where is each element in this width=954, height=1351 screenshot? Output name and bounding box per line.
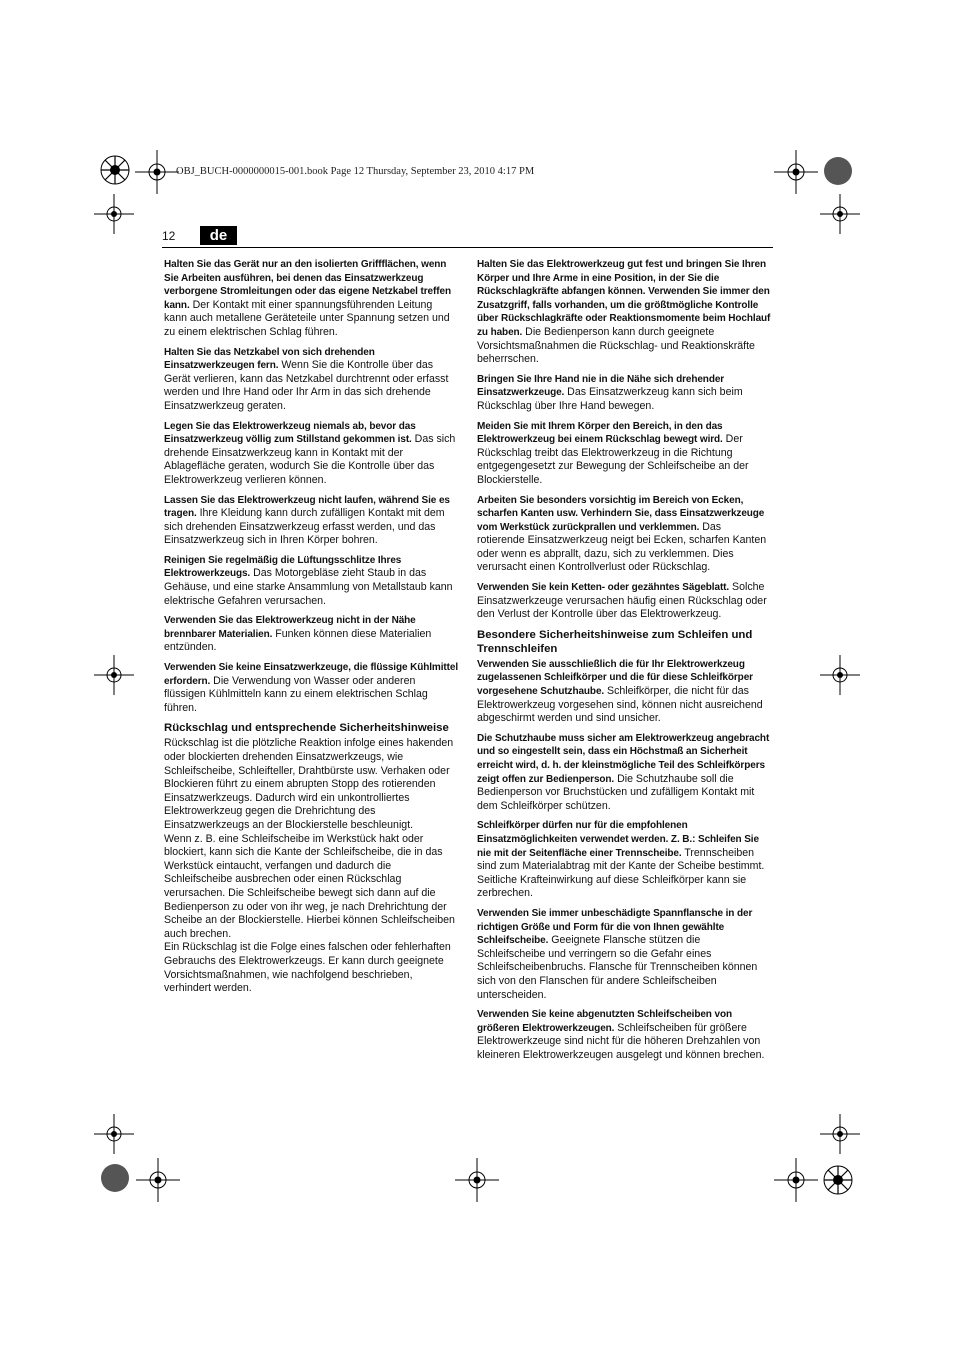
paragraph: Wenn z. B. eine Schleifscheibe im Werkstück hakt oder blockiert, kann sich die Kante der Schleifscheibe, die in das Werkstück eintaucht, verfangen und dadurch die Schleifscheibe ausbrechen oder einen Rückschlag verursachen. Die Schleifscheibe bewegt sich dann auf die Bedienperson zu oder von ihr weg, je nach Drehrichtung der Scheibe an der Blockierstelle. Hierbei können Schleifscheiben auch brechen. [164,832,455,940]
print-info: OBJ_BUCH-0000000015-001.book Page 12 Thursday, September 23, 2010 4:17 PM [176,166,535,177]
paragraph: Verwenden Sie kein Ketten- oder gezähntes Sägeblatt. Solche Einsatzwerkzeuge verursachen häufig einen Rückschlag oder den Verlust der Kontrolle über das Elektrowerkzeug. [477,581,767,621]
crosshair-mark-bottom-center [455,1158,499,1202]
crosshair-mark-top-right-inner [774,150,818,194]
crosshair-mark-top-left-inner [135,150,179,194]
crosshair-mark-mid-left [94,655,134,695]
crosshair-mark-bottom-left-outer [94,1114,134,1154]
paragraph: Die Schutzhaube muss sicher am Elektrowerkzeug angebracht und so eingestellt sein, dass ein Höchstmaß an Sicherheit erreicht wird, d. h. der kleinstmögliche Teil des Schleifkörpers zeigt offen zur Bedienperson. Die Schutzhaube soll die Bedienperson vor Bruchstücken und zufälligem Kontakt mit dem Schleifkörper schützen. [477,732,770,812]
section-heading: Besondere Sicherheitshinweise zum Schleifen und Trennschleifen [477,628,753,655]
paragraph: Verwenden Sie das Elektrowerkzeug nicht in der Nähe brennbarer Materialien. Funken können diese Materialien entzünden. [164,615,432,654]
crosshair-mark-bottom-right-outer [820,1114,860,1154]
paragraph: Lassen Sie das Elektrowerkzeug nicht laufen, während Sie es tragen. Ihre Kleidung kann durch zufälligen Kontakt mit dem sich drehenden Einsatzwerkzeug erfasst werden, und das Einsatzwerkzeug sich in Ihren Körper bohren. [164,494,450,547]
paragraph: Schleifkörper dürfen nur für die empfohlenen Einsatzmöglichkeiten verwendet werden. Z. B.: Schleifen Sie nie mit der Seitenfläche einer Trennscheibe. Trennscheiben sind zum Materialabtrag mit der Kante der Scheibe bestimmt. Seitliche Krafteinwirkung auf diese Schleifkörper kann sie zerbrechen. [477,820,765,900]
left-column [164,258,458,996]
crosshair-mark-top-left-outer [94,194,134,234]
crosshair-mark-top-right-outer [820,194,860,234]
paragraph: Ein Rückschlag ist die Folge eines falschen oder fehlerhaften Gebrauchs des Elektrowerkzeugs. Er kann durch geeignete Vorsichtsmaßnahmen, wie nachfolgend beschrieben, verhindert werden. [164,941,451,995]
crosshair-mark-mid-right [820,655,860,695]
paragraph: Bringen Sie Ihre Hand nie in die Nähe sich drehender Einsatzwerkzeuge. Das Einsatzwerkzeug kann sich beim Rückschlag über Ihre Hand bewegen. [477,373,743,412]
paragraph: Meiden Sie mit Ihrem Körper den Bereich, in den das Elektrowerkzeug bei einem Rückschlag bewegt wird. Der Rückschlag treibt das Elektrowerkzeug in die Richtung entgegengesetzt zur Bewegung der Schleifscheibe an der Blockierstelle. [477,420,749,486]
registration-mark-bottom-right [818,1160,858,1200]
paragraph: Legen Sie das Elektrowerkzeug niemals ab, bevor das Einsatzwerkzeug völlig zum Stillstand gekommen ist. Das sich drehende Einsatzwerkzeug kann in Kontakt mit der Ablagefläche geraten, wodurch Sie die Kontrolle über das Elektrowerkzeug verlieren können. [164,420,456,486]
crosshair-mark-bottom-left-inner [136,1158,180,1202]
paragraph: Halten Sie das Gerät nur an den isolierten Griffflächen, wenn Sie Arbeiten ausführen, bei denen das Einsatzwerkzeug verborgene Stromleitungen oder das eigene Netzkabel treffen kann. Der Kontakt mit einer spannungsführenden Leitung kann auch metallene Geräteteile unter Spannung setzen und zu einem elektrischen Schlag führen. [164,259,451,338]
paragraph: Verwenden Sie keine Einsatzwerkzeuge, die flüssige Kühlmittel erfordern. Die Verwendung von Wasser oder anderen flüssigen Kühlmitteln kann zu einem elektrischen Schlag führen. [164,662,458,714]
color-disc-bottom-left [99,1162,131,1194]
language-badge: de [200,226,237,245]
page-number: 12 [162,229,176,243]
right-column [477,258,771,1068]
paragraph: Rückschlag ist die plötzliche Reaktion infolge eines hakenden oder blockierten drehenden Einsatzwerkzeugs, wie Schleifscheibe, Schleifteller, Drahtbürste usw. Verhaken oder Blockieren führt zu einem abrupten Stopp des rotierenden Einsatzwerkzeugs. Dadurch wird ein unkontrolliertes Elektrowerkzeug gegen die Drehrichtung des Einsatzwerkzeugs an der Blockierstelle beschleunigt. [164,737,454,831]
section-heading: Rückschlag und entsprechende Sicherheitshinweise [164,722,449,735]
registration-mark-top-left [95,150,135,190]
paragraph: Verwenden Sie keine abgenutzten Schleifscheiben von größeren Elektrowerkzeugen. Schleifscheiben für größere Elektrowerkzeuge sind nicht für die höheren Drehzahlen von kleineren Elektrowerkzeugen ausgelegt und können brechen. [477,1009,765,1061]
paragraph: Arbeiten Sie besonders vorsichtig im Bereich von Ecken, scharfen Kanten usw. Verhindern Sie, dass Einsatzwerkzeuge vom Werkstück zurückprallen und verklemmen. Das rotierende Einsatzwerkzeug neigt bei Ecken, scharfen Kanten oder wenn es abprallt, dazu, sich zu verklemmen. Dies verursacht einen Kontrollverlust oder Rückschlag. [477,494,767,574]
header-divider [162,247,773,248]
color-disc-top-right [822,155,854,187]
crosshair-mark-bottom-right-inner [774,1158,818,1202]
paragraph: Halten Sie das Netzkabel von sich drehenden Einsatzwerkzeugen fern. Wenn Sie die Kontrolle über das Gerät verlieren, kann das Netzkabel durchtrennt oder erfasst werden und Ihre Hand oder Ihr Arm in das sich drehende Einsatzwerkzeug geraten. [164,346,449,412]
paragraph: Verwenden Sie immer unbeschädigte Spannflansche in der richtigen Größe und Form für die von Ihnen gewählte Schleifscheibe. Geeignete Flansche stützen die Schleifscheibe und verringern so die Gefahr eines Schleifscheibenbruchs. Flansche für Trennscheiben können sich von den Flanschen für andere Schleifscheiben unterscheiden. [477,907,758,1001]
paragraph: Reinigen Sie regelmäßig die Lüftungsschlitze Ihres Elektrowerkzeugs. Das Motorgebläse zieht Staub in das Gehäuse, und eine starke Ansammlung von Metallstaub kann elektrische Gefahren verursachen. [164,554,453,607]
paragraph: Halten Sie das Elektrowerkzeug gut fest und bringen Sie Ihren Körper und Ihre Arme in eine Position, in der Sie die Rückschlagkräfte abfangen können. Verwenden Sie immer den Zusatzgriff, falls vorhanden, um die größtmögliche Kontrolle über Rückschlagkräfte oder Reaktionsmomente beim Hochlauf zu haben. Die Bedienperson kann durch geeignete Vorsichtsmaßnahmen die Rückschlag- und Reaktionskräfte beherrschen. [477,259,771,366]
paragraph: Verwenden Sie ausschließlich die für Ihr Elektrowerkzeug zugelassenen Schleifkörper und die für diese Schleifkörper vorgesehene Schutzhaube. Schleifkörper, die nicht für das Elektrowerkzeug vorgesehen sind, können nicht ausreichend abgeschirmt werden und sind unsicher. [477,658,763,725]
